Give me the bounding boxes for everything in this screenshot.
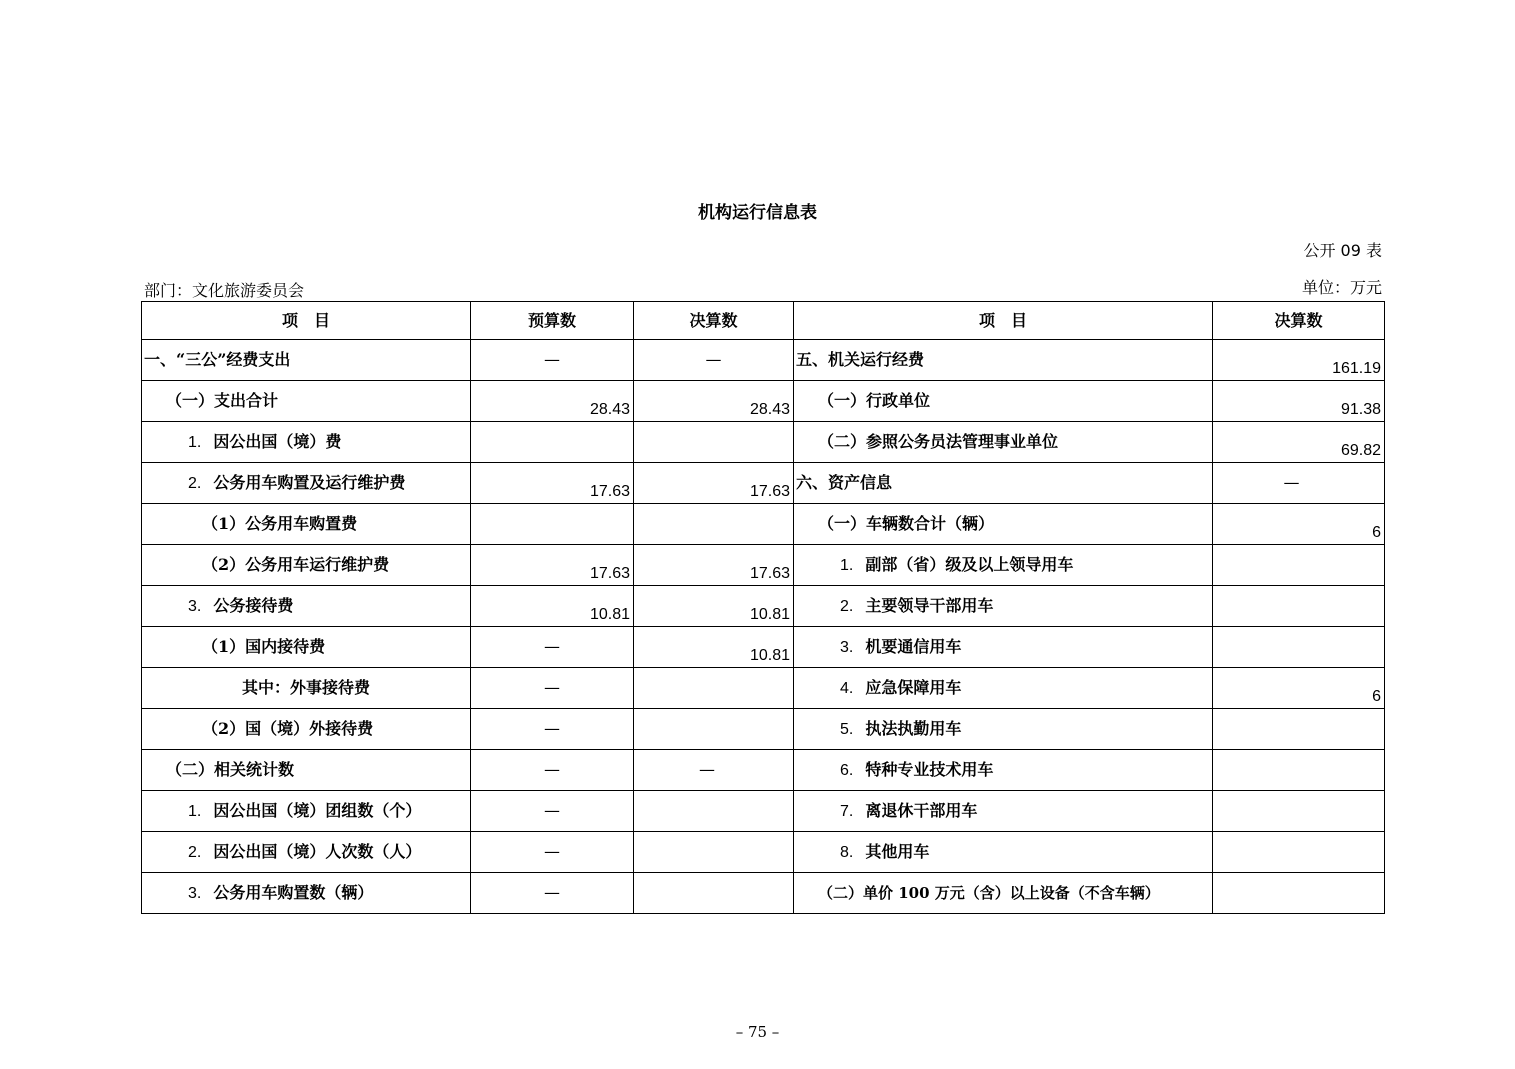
right-label: 应急保障用车 [865, 677, 962, 697]
right-label-cell [794, 422, 1213, 463]
right-label: 离退休干部用车 [865, 800, 978, 820]
left-label-cell [142, 627, 471, 668]
right-label: （一）车辆数合计（辆） [818, 514, 995, 533]
left-label-cell [142, 873, 471, 914]
final-cell: 10.81 [634, 586, 794, 627]
form-code: 公开 09 表 [1303, 241, 1382, 260]
final-cell [634, 709, 794, 750]
right-final-cell [1213, 750, 1385, 791]
left-item-number: 3. [188, 597, 202, 615]
right-label: 五、机关运行经费 [796, 350, 925, 369]
left-label: （1）公务用车购置费 [202, 514, 358, 533]
right-item-number: 2. [840, 597, 854, 615]
left-label-cell [142, 750, 471, 791]
left-label: （2）国（境）外接待费 [202, 719, 374, 738]
right-label: 副部（省）级及以上领导用车 [865, 554, 1074, 574]
right-label-cell [794, 381, 1213, 422]
left-item-number: 1. [188, 802, 202, 820]
table-row [142, 545, 1385, 586]
budget-cell: — [471, 340, 634, 381]
left-label: 公务接待费 [213, 595, 294, 615]
left-label-cell [142, 463, 471, 504]
final-cell: 10.81 [634, 627, 794, 668]
header-item-right: 项 目 [794, 302, 1213, 340]
right-final-cell [1213, 545, 1385, 586]
header-row [142, 302, 1385, 340]
header-item-left: 项 目 [142, 302, 471, 340]
right-label: 六、资产信息 [796, 473, 893, 492]
final-cell [634, 832, 794, 873]
left-label-cell [142, 832, 471, 873]
budget-cell: — [471, 873, 634, 914]
right-label-cell [794, 668, 1213, 709]
table-row [142, 791, 1385, 832]
table-row [142, 381, 1385, 422]
left-label: 其中：外事接待费 [242, 678, 371, 697]
right-label-cell [794, 504, 1213, 545]
right-final-cell [1213, 791, 1385, 832]
right-item-number: 8. [840, 843, 854, 861]
header-budget: 预算数 [471, 302, 634, 340]
table-row [142, 873, 1385, 914]
table-row [142, 340, 1385, 381]
right-label: 特种专业技术用车 [865, 759, 994, 779]
unit-label: 单位：万元 [1301, 278, 1382, 297]
table-row [142, 627, 1385, 668]
budget-cell: — [471, 750, 634, 791]
right-final-cell: 6 [1213, 504, 1385, 545]
left-label-cell [142, 381, 471, 422]
final-cell: 28.43 [634, 381, 794, 422]
right-label-cell [794, 791, 1213, 832]
table-title: 机构运行信息表 [698, 203, 817, 223]
right-label: （一）行政单位 [818, 391, 931, 410]
page-number: – 75 – [735, 1023, 780, 1041]
budget-cell: 28.43 [471, 381, 634, 422]
right-item-number: 6. [840, 761, 854, 779]
right-label: （二）单价 100 万元（含）以上设备（不含车辆） [818, 884, 1160, 902]
right-label: 主要领导干部用车 [865, 595, 994, 615]
budget-cell: 17.63 [471, 463, 634, 504]
table-row [142, 668, 1385, 709]
left-item-number: 2. [188, 843, 202, 861]
right-item-number: 7. [840, 802, 854, 820]
info-table [141, 301, 1385, 914]
budget-cell [471, 504, 634, 545]
right-label: 执法执勤用车 [865, 718, 962, 738]
left-label-cell [142, 340, 471, 381]
right-final-cell: 6 [1213, 668, 1385, 709]
final-cell [634, 791, 794, 832]
right-label-cell [794, 586, 1213, 627]
department-label: 部门：文化旅游委员会 [144, 281, 305, 300]
left-label-cell [142, 504, 471, 545]
right-final-cell [1213, 709, 1385, 750]
left-label-cell [142, 586, 471, 627]
left-item-number: 2. [188, 474, 202, 492]
budget-cell: 17.63 [471, 545, 634, 586]
left-label: （一）支出合计 [166, 391, 279, 410]
final-cell: — [634, 750, 794, 791]
right-label-cell [794, 709, 1213, 750]
header-final-right: 决算数 [1213, 302, 1385, 340]
right-final-cell [1213, 873, 1385, 914]
table-row [142, 832, 1385, 873]
left-label: 因公出国（境）费 [213, 431, 342, 451]
right-final-cell [1213, 586, 1385, 627]
right-final-cell: 161.19 [1213, 340, 1385, 381]
table-row [142, 750, 1385, 791]
right-label-cell [794, 545, 1213, 586]
left-label: （2）公务用车运行维护费 [202, 555, 390, 574]
right-final-cell [1213, 832, 1385, 873]
right-final-cell: 69.82 [1213, 422, 1385, 463]
right-label-cell [794, 873, 1213, 914]
budget-cell: — [471, 791, 634, 832]
right-label: 其他用车 [865, 841, 930, 861]
header-final-left: 决算数 [634, 302, 794, 340]
left-label-cell [142, 422, 471, 463]
left-label: 一、“三公”经费支出 [144, 350, 291, 369]
left-label: （1）国内接待费 [202, 637, 326, 656]
budget-cell: — [471, 627, 634, 668]
table-row [142, 504, 1385, 545]
right-final-cell [1213, 463, 1385, 504]
right-item-number: 1. [840, 556, 854, 574]
left-label-cell [142, 709, 471, 750]
budget-cell: — [471, 668, 634, 709]
right-item-number: 3. [840, 638, 854, 656]
left-label-cell [142, 791, 471, 832]
final-cell [634, 873, 794, 914]
right-label: 机要通信用车 [865, 636, 962, 656]
left-label: （二）相关统计数 [166, 760, 295, 779]
right-final-cell [1213, 627, 1385, 668]
right-label-cell [794, 750, 1213, 791]
budget-cell: 10.81 [471, 586, 634, 627]
final-cell: 17.63 [634, 463, 794, 504]
right-label-cell [794, 627, 1213, 668]
budget-cell: — [471, 832, 634, 873]
left-label: 公务用车购置及运行维护费 [213, 472, 406, 492]
right-item-number: 4. [840, 679, 854, 697]
left-label: 因公出国（境）人次数（人） [213, 841, 422, 861]
left-label: 因公出国（境）团组数（个） [213, 800, 422, 820]
budget-cell [471, 422, 634, 463]
left-item-number: 3. [188, 884, 202, 902]
right-label: （二）参照公务员法管理事业单位 [818, 432, 1059, 451]
right-item-number: 5. [840, 720, 854, 738]
left-label: 公务用车购置数（辆） [213, 882, 374, 902]
final-cell [634, 504, 794, 545]
left-label-cell [142, 545, 471, 586]
right-label-cell [794, 832, 1213, 873]
final-cell: — [634, 340, 794, 381]
final-cell: 17.63 [634, 545, 794, 586]
table-row [142, 422, 1385, 463]
table-row [142, 586, 1385, 627]
right-label-cell [794, 340, 1213, 381]
left-item-number: 1. [188, 433, 202, 451]
final-cell [634, 422, 794, 463]
budget-cell: — [471, 709, 634, 750]
table-row [142, 463, 1385, 504]
right-label-cell [794, 463, 1213, 504]
table-row [142, 709, 1385, 750]
left-label-cell [142, 668, 471, 709]
right-final-cell: 91.38 [1213, 381, 1385, 422]
final-cell [634, 668, 794, 709]
right-final-dash: — [1283, 473, 1300, 492]
